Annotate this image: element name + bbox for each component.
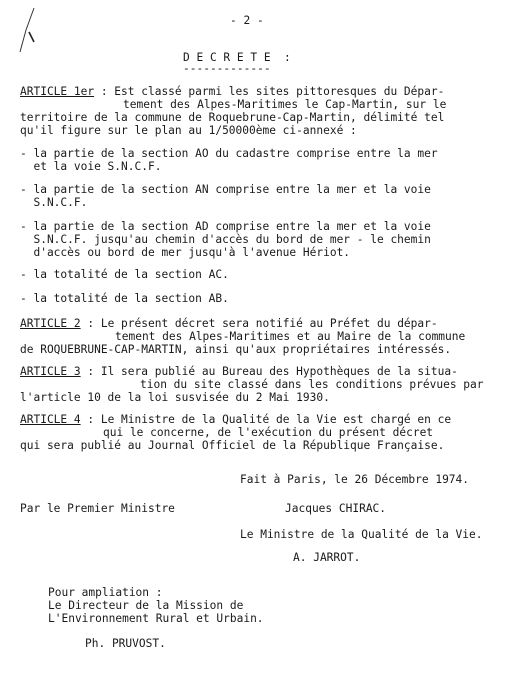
article-4-line-2: qui le concerne, de l'exécution du présent décret: [103, 426, 434, 439]
ampliation-line: Pour ampliation :: [48, 586, 163, 599]
list-item: - la totalité de la section AC.: [20, 268, 229, 281]
list-item: - la partie de la section AN comprise entre la mer et la voie: [20, 183, 431, 196]
list-item: d'accès ou bord de mer jusqu'à l'avenue Hériot.: [20, 246, 351, 259]
article-1-line-4: qu'il figure sur le plan au 1/50000ème ci-annexé :: [20, 124, 357, 137]
page-number: - 2 -: [230, 14, 264, 27]
article-1-line-2: tement des Alpes-Maritimes le Cap-Martin, sur le: [123, 98, 447, 111]
article-2-label: ARTICLE 2: [20, 317, 81, 330]
decree-heading-rule: -------------: [183, 62, 271, 75]
article-1-label: ARTICLE 1er: [20, 85, 95, 98]
list-item: - la partie de la section AO du cadastre comprise entre la mer: [20, 147, 438, 160]
list-item: - la partie de la section AD comprise entre la mer et la voie: [20, 220, 431, 233]
article-1-line-1: ARTICLE 1er : Est classé parmi les sites pittoresques du Dépar-: [20, 85, 445, 98]
ampliation-line: L'Environnement Rural et Urbain.: [48, 612, 264, 625]
article-1-line-3: territoire de la commune de Roquebrune-Cap-Martin, délimité tel: [20, 111, 445, 124]
list-item: S.N.C.F. jusqu'au chemin d'accès du bord de mer - le chemin: [20, 233, 431, 246]
list-item: et la voie S.N.C.F.: [20, 160, 162, 173]
article-4-line-1: ARTICLE 4 : Le Ministre de la Qualité de la Vie est chargé en ce: [20, 413, 452, 426]
article-2-line-2: tement des Alpes-Maritimes et au Maire de la commune: [115, 330, 466, 343]
article-4-line-3: qui sera publié au Journal Officiel de la République Française.: [20, 439, 445, 452]
place-date: Fait à Paris, le 26 Décembre 1974.: [240, 473, 470, 486]
list-item: S.N.C.F.: [20, 196, 88, 209]
ampliation-signatory: Ph. PRUVOST.: [85, 637, 166, 650]
minister-name: A. JARROT.: [293, 551, 361, 564]
article-4-label: ARTICLE 4: [20, 413, 81, 426]
list-item: - la totalité de la section AB.: [20, 292, 229, 305]
decree-heading: D E C R E T E :: [183, 51, 291, 64]
prime-minister-label: Par le Premier Ministre: [20, 502, 175, 515]
handwritten-mark-icon: [12, 6, 42, 66]
article-3-line-2: tion du site classé dans les conditions prévues par: [140, 378, 484, 391]
prime-minister-name: Jacques CHIRAC.: [285, 502, 387, 515]
article-2-line-1: ARTICLE 2 : Le présent décret sera notifié au Préfet du dépar-: [20, 317, 438, 330]
article-2-line-3: de ROQUEBRUNE-CAP-MARTIN, ainsi qu'aux propriétaires intéressés.: [20, 343, 452, 356]
article-3-line-1: ARTICLE 3 : Il sera publié au Bureau des Hypothèques de la situa-: [20, 365, 458, 378]
article-3-line-3: l'article 10 de la loi susvisée du 2 Mai 1930.: [20, 391, 330, 404]
ampliation-line: Le Directeur de la Mission de: [48, 599, 244, 612]
minister-title: Le Ministre de la Qualité de la Vie.: [240, 528, 483, 541]
article-3-label: ARTICLE 3: [20, 365, 81, 378]
